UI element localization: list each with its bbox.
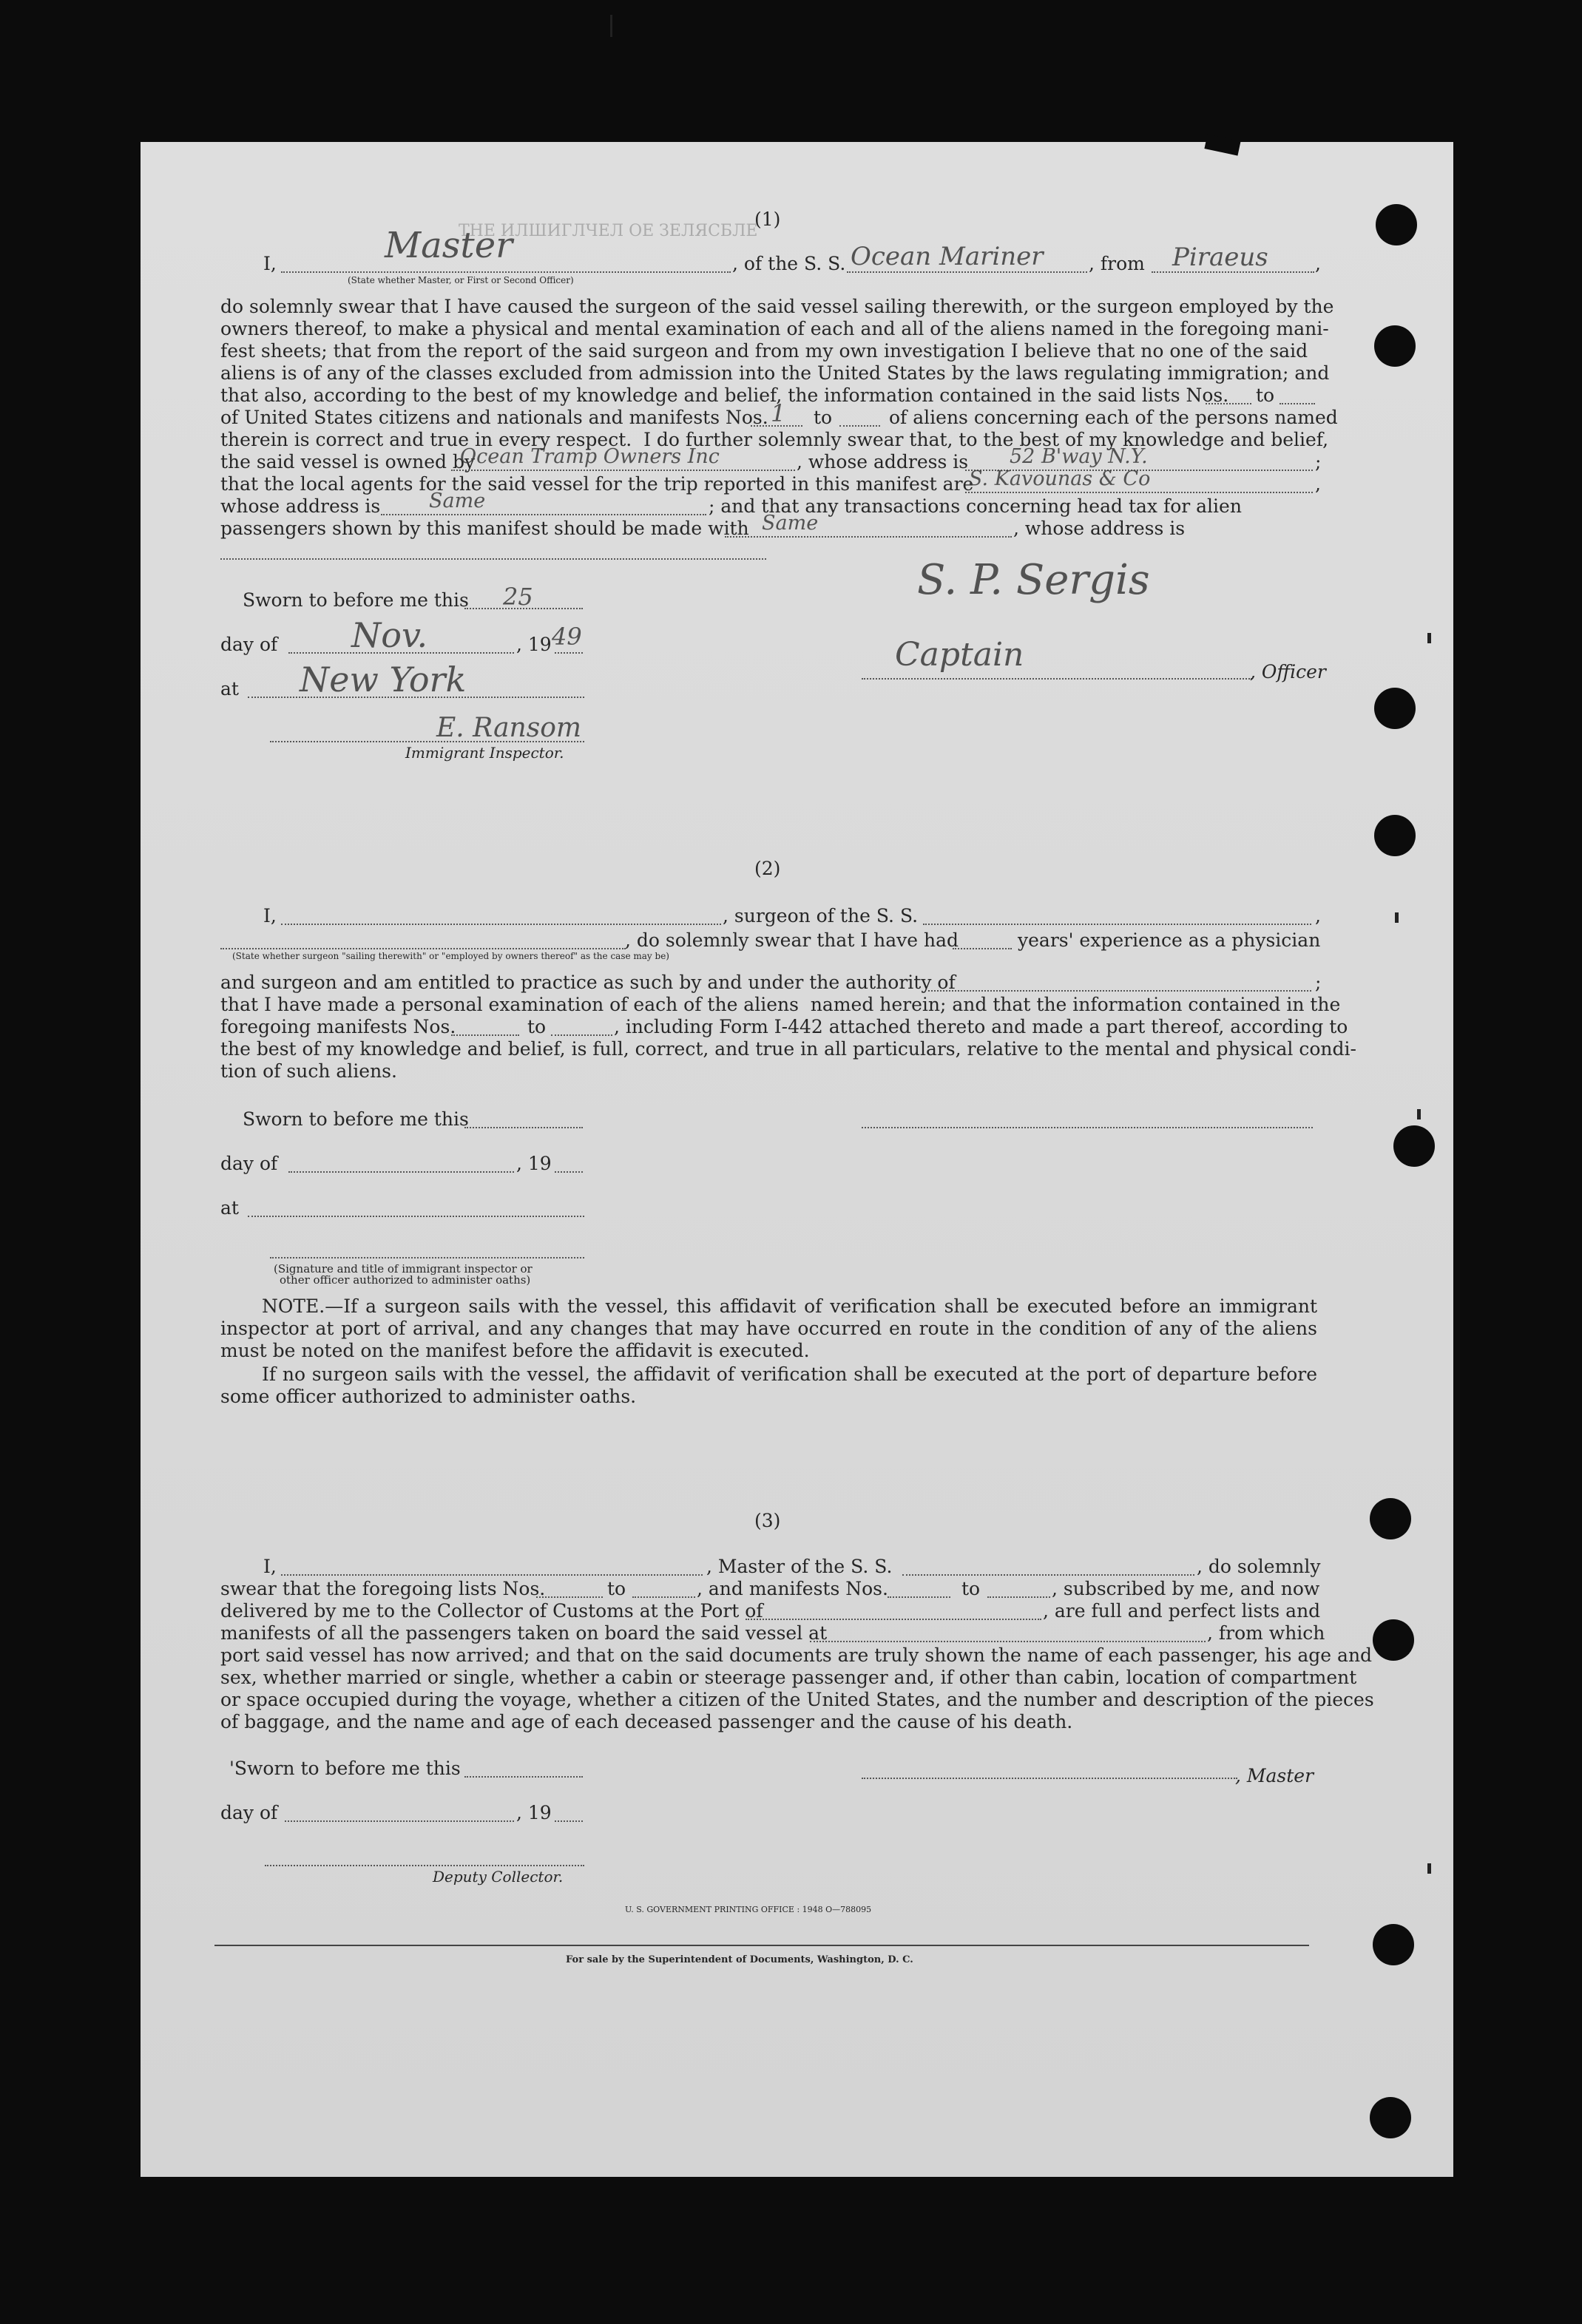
s3-master-name-field[interactable]	[281, 1574, 703, 1576]
hw-day: 25	[503, 583, 533, 611]
s2-comma: ,	[1315, 905, 1321, 926]
s1-head-tax-label: ; and that any transactions concerning head tax for alien	[709, 495, 1242, 517]
s3-sworn-label: 'Sworn to before me this	[229, 1758, 461, 1779]
s2-surgeon-ss-label: , surgeon of the S. S.	[723, 905, 919, 926]
authority-field[interactable]	[928, 990, 1311, 992]
s3-month-field[interactable]	[285, 1820, 514, 1822]
s3-line-8: of baggage, and the name and age of each deceased passenger and the cause of his death.	[220, 1711, 1073, 1732]
s2-manifest-from-field[interactable]	[451, 1034, 519, 1036]
s2-inspector-signature-line[interactable]	[270, 1257, 584, 1258]
deputy-collector-signature-line[interactable]	[265, 1865, 584, 1866]
s3-embark-port-field[interactable]	[810, 1641, 1206, 1642]
edge-mark	[1427, 1863, 1431, 1874]
edge-mark	[1427, 633, 1431, 643]
s3-manifests-label: , and manifests Nos.	[697, 1578, 888, 1599]
edge-mark	[610, 15, 612, 37]
officer-caption: (State whether Master, or First or Second Officer)	[348, 275, 574, 285]
s3-year-field[interactable]	[555, 1820, 583, 1822]
s2-ship-field[interactable]	[923, 924, 1311, 925]
ship-name-field[interactable]	[847, 271, 1087, 273]
s2-sworn-day-field[interactable]	[464, 1127, 583, 1128]
surgeon-type-field[interactable]	[220, 948, 626, 949]
s2-swear-label: , do solemnly swear that I have had	[625, 929, 959, 951]
s3-line-5: port said vessel has now arrived; and that on the said documents are truly shown the name of each passenger, his age and	[220, 1644, 1373, 1666]
edge-mark	[1395, 912, 1399, 923]
punch-hole	[1370, 2097, 1411, 2138]
s3-lists-label: swear that the foregoing lists Nos.	[220, 1578, 546, 1599]
s3-day-of-label: day of	[220, 1802, 278, 1823]
s3-solemnly-label: , do solemnly	[1197, 1556, 1321, 1577]
s1-passengers-label: passengers shown by this manifest should be made with	[220, 518, 749, 539]
hw-officer-rank: Master	[385, 225, 513, 266]
hw-officer-title: Captain	[895, 636, 1024, 674]
surgeon-name-field[interactable]	[281, 924, 721, 925]
s2-sig-caption-1: (Signature and title of immigrant inspector or	[274, 1262, 533, 1276]
years-experience-field[interactable]	[953, 948, 1012, 949]
agents-field[interactable]	[965, 492, 1313, 493]
s1-at-label: at	[220, 678, 239, 699]
owner-field[interactable]	[451, 470, 795, 471]
s1-para-line-1: do solemnly swear that I have caused the surgeon of the said vessel sailing therewith, or the surgeon employed by the	[220, 296, 1334, 317]
s3-master-signature-line[interactable]	[862, 1778, 1237, 1779]
s3-lists-to-field[interactable]	[632, 1596, 695, 1598]
punch-hole	[1374, 688, 1416, 729]
s2-line-5c: , including Form I-442 attached thereto and made a part thereof, according to	[614, 1016, 1348, 1037]
punch-hole	[1376, 204, 1417, 245]
lists-to-field[interactable]	[1280, 403, 1315, 404]
s1-agent-address-label: whose address is	[220, 495, 381, 517]
section-1-number: (1)	[754, 209, 781, 230]
s3-master-label: , Master	[1235, 1765, 1314, 1786]
s2-sworn-label: Sworn to before me this	[243, 1108, 469, 1130]
s1-agents-label: that the local agents for the said vessel for the trip reported in this manifest are	[220, 473, 974, 495]
officer-signature-line	[862, 678, 1252, 680]
bleed-through-text: ТНЕ ИЛШИГЛЧЕЛ ОЕ ЗЕЛЯСБЛЕ	[459, 222, 758, 240]
hw-agents: S. Kavounas & Co	[969, 467, 1151, 490]
s1-of-ss-label: , of the S. S.	[732, 253, 846, 274]
hw-owner-address: 52 B'way N.Y.	[1010, 445, 1148, 468]
hw-inspector-signature: E. Ransom	[436, 713, 582, 743]
s1-to-2: to	[814, 407, 833, 428]
s1-to-1: to	[1256, 384, 1275, 406]
s1-owner-address-label: , whose address is	[797, 451, 969, 472]
hw-owner: Ocean Tramp Owners Inc	[460, 445, 720, 468]
s2-day-of-label: day of	[220, 1153, 278, 1174]
hw-manifest-from: 1	[771, 399, 786, 427]
hw-agents-address: Same	[429, 489, 486, 512]
footer-rule	[214, 1945, 1309, 1946]
punch-hole	[1393, 1125, 1435, 1167]
s3-line-7: or space occupied during the voyage, whether a citizen of the United States, and the number and description of the pieces	[220, 1689, 1374, 1710]
s1-sworn-label: Sworn to before me this	[243, 589, 469, 611]
s2-i-label: I,	[263, 905, 277, 926]
head-tax-address-field[interactable]	[220, 558, 766, 560]
s1-para-line-6: of United States citizens and nationals and manifests Nos.	[220, 407, 768, 428]
hw-ship-name: Ocean Mariner	[851, 242, 1044, 271]
hw-from-port: Piraeus	[1172, 243, 1268, 272]
s2-years-label: years' experience as a physician	[1018, 929, 1321, 951]
s1-whose-address-label: , whose address is	[1013, 518, 1186, 539]
officer-label: , Officer	[1250, 661, 1326, 682]
agents-address-field[interactable]	[381, 514, 706, 515]
edge-mark	[1417, 1109, 1421, 1119]
s1-semicolon: ;	[1315, 451, 1322, 472]
s1-para-line-5: that also, according to the best of my knowledge and belief, the information contained in the said lists Nos.	[220, 384, 1229, 406]
s2-line-6: the best of my knowledge and belief, is full, correct, and true in all particulars, relative to the mental and physical condi-	[220, 1038, 1356, 1060]
s3-port-field[interactable]	[746, 1619, 1041, 1620]
s1-para-line-7: therein is correct and true in every respect. I do further solemnly swear that, to the best of my knowledge and belief,	[220, 429, 1329, 450]
printing-office-imprint: U. S. GOVERNMENT PRINTING OFFICE : 1948 O—788095	[625, 1905, 872, 1914]
s3-master-ss-label: , Master of the S. S.	[706, 1556, 893, 1577]
for-sale-notice: For sale by the Superintendent of Documents, Washington, D. C.	[566, 1954, 913, 1965]
punch-hole	[1374, 325, 1416, 367]
document-page	[141, 142, 1453, 2177]
s1-para-line-3: fest sheets; that from the report of the said surgeon and from my own investigation I believe that no one of the said	[220, 340, 1308, 362]
punch-hole	[1374, 815, 1416, 856]
hw-year: 49	[552, 623, 582, 651]
hw-head-tax: Same	[762, 512, 819, 535]
s3-manifests-from-field[interactable]	[888, 1596, 950, 1598]
s1-comma: ,	[1315, 253, 1321, 274]
s2-semicolon: ;	[1315, 972, 1322, 993]
s1-para-line-4: aliens is of any of the classes excluded from admission into the United States by the laws regulating immigration; and	[220, 362, 1330, 384]
s2-month-field[interactable]	[288, 1171, 514, 1173]
s2-place-field[interactable]	[248, 1216, 584, 1217]
s3-line-6: sex, whether married or single, whether a cabin or steerage passenger and, if other than cabin, location of compartment	[220, 1667, 1357, 1688]
section-3-number: (3)	[754, 1510, 781, 1531]
note-paragraph-1: NOTE.—If a surgeon sails with the vessel, this affidavit of verification shall be executed before an immigrant inspector at port of arrival, and any changes that may have occurred en route in the condition of any of the aliens must be noted on the manifest before the affidavit is executed.	[220, 1295, 1317, 1361]
s2-to-label: to	[527, 1016, 547, 1037]
inspector-caption: Immigrant Inspector.	[405, 744, 564, 762]
s1-from-label: , from	[1089, 253, 1145, 274]
s2-line-4: that I have made a personal examination of each of the aliens named herein; and that the information contained in the	[220, 994, 1341, 1015]
note-paragraph-2: If no surgeon sails with the vessel, the affidavit of verification shall be executed at the port of departure before some officer authorized to administer oaths.	[220, 1363, 1317, 1407]
s3-from-which-label: , from which	[1207, 1622, 1325, 1644]
deputy-collector-caption: Deputy Collector.	[433, 1868, 564, 1886]
s1-para-line-2: owners thereof, to make a physical and mental examination of each and all of the aliens named in the foregoing mani-	[220, 318, 1329, 339]
s3-year-label: , 19	[516, 1802, 552, 1823]
s2-manifest-to-field[interactable]	[551, 1034, 612, 1036]
officer-rank-field[interactable]	[281, 271, 731, 273]
hw-place: New York	[300, 660, 467, 699]
s3-ship-field[interactable]	[902, 1574, 1194, 1576]
s3-subscribed-label: , subscribed by me, and now	[1052, 1578, 1320, 1599]
surgeon-signature-line[interactable]	[862, 1127, 1313, 1128]
s3-to-1: to	[607, 1578, 626, 1599]
lists-from-field[interactable]	[1206, 403, 1251, 404]
s1-i-label: I,	[263, 253, 277, 274]
s1-para-line-6c: of aliens concerning each of the persons named	[889, 407, 1338, 428]
section-2-number: (2)	[754, 858, 781, 879]
punch-hole	[1373, 1619, 1414, 1661]
s2-at-label: at	[220, 1197, 239, 1219]
punch-hole	[1370, 1498, 1411, 1539]
s2-line-3: and surgeon and am entitled to practice as such by and under the authority of	[220, 972, 956, 993]
surgeon-caption: (State whether surgeon "sailing therewith" or "employed by owners thereof" as the case may be)	[232, 951, 669, 961]
s3-manifests-line: manifests of all the passengers taken on board the said vessel at	[220, 1622, 828, 1644]
head-tax-field[interactable]	[725, 536, 1012, 538]
s2-line-5: foregoing manifests Nos.	[220, 1016, 456, 1037]
s2-line-7: tion of such aliens.	[220, 1060, 397, 1082]
s2-year-field[interactable]	[555, 1171, 583, 1173]
manifests-to-field[interactable]	[839, 425, 880, 427]
s2-sig-caption-2: other officer authorized to administer oaths)	[280, 1273, 531, 1287]
year-field[interactable]	[555, 652, 583, 654]
s3-to-2: to	[961, 1578, 981, 1599]
hw-officer-signature: S. P. Sergis	[917, 556, 1150, 604]
s1-comma-2: ,	[1315, 473, 1321, 495]
s3-sworn-day-field[interactable]	[464, 1776, 583, 1778]
s3-manifests-to-field[interactable]	[987, 1596, 1050, 1598]
s1-owner-label: the said vessel is owned by	[220, 451, 476, 472]
s3-lists-from-field[interactable]	[536, 1596, 603, 1598]
hw-month: Nov.	[351, 615, 428, 655]
s3-delivered-label: delivered by me to the Collector of Customs at the Port of	[220, 1600, 763, 1622]
s1-year-label: , 19	[516, 634, 552, 655]
s3-full-lists-label: , are full and perfect lists and	[1043, 1600, 1321, 1622]
s1-day-of-label: day of	[220, 634, 278, 655]
s2-year-label: , 19	[516, 1153, 552, 1174]
s3-i-label: I,	[263, 1556, 277, 1577]
punch-hole	[1373, 1924, 1414, 1965]
